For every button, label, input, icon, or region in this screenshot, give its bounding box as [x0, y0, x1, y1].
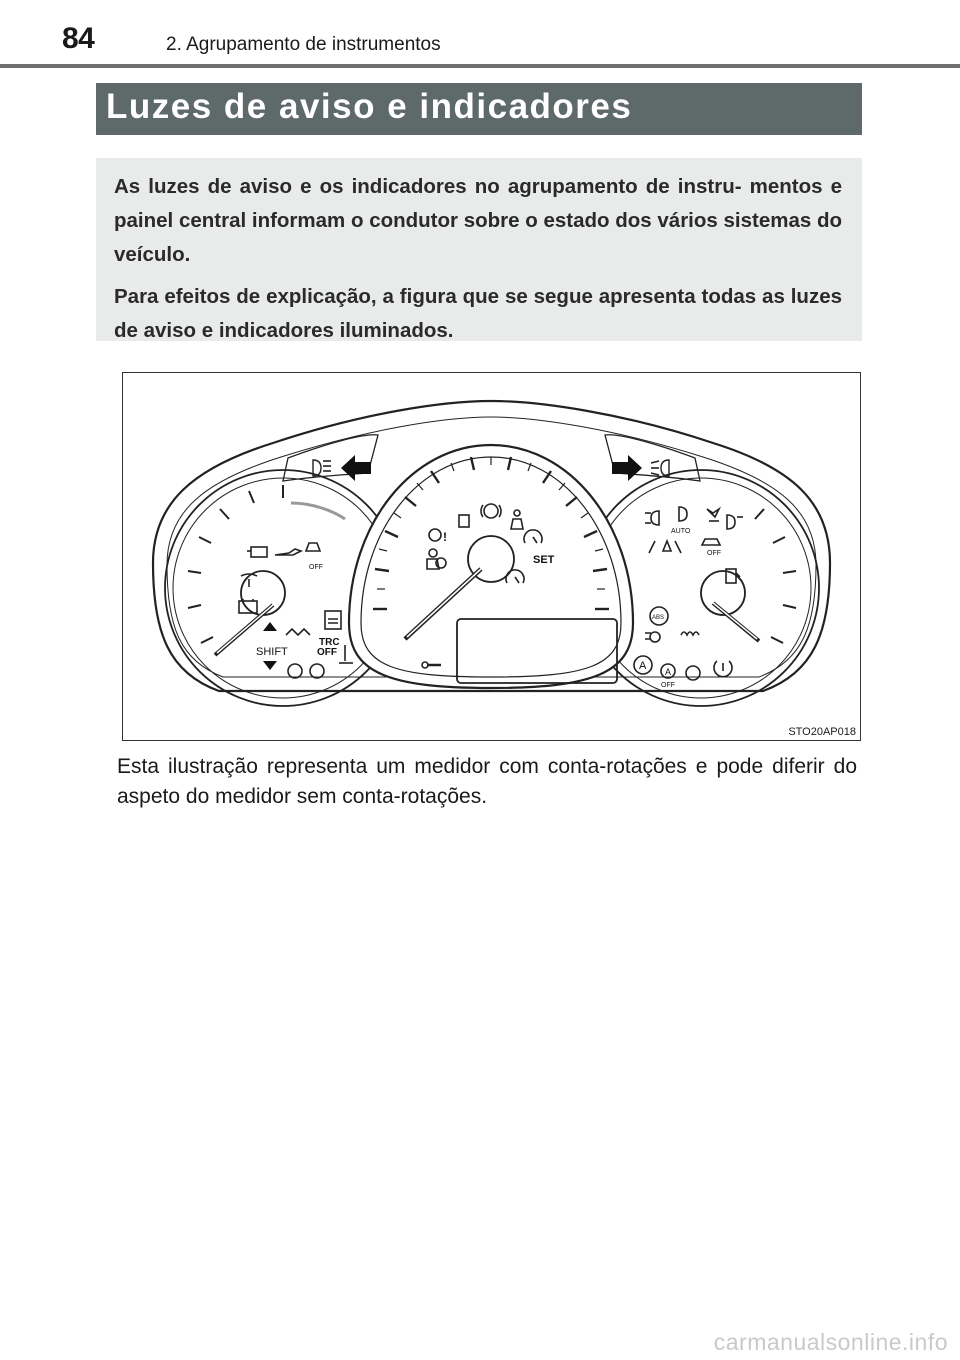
brake-hold-icon: [645, 632, 660, 642]
instrument-cluster-illustration: [123, 373, 860, 740]
chapter-title: 2. Agrupamento de instrumentos: [166, 34, 441, 55]
lane-departure-icon: [649, 541, 681, 553]
svg-text:!: !: [443, 530, 447, 544]
coolant-temp-icon: [339, 645, 353, 663]
shift-label: SHIFT: [256, 646, 288, 658]
instrument-cluster-figure: [122, 372, 861, 741]
tire-pressure-icon: [714, 661, 732, 677]
svg-text:ABS: ABS: [652, 615, 665, 621]
headlight-beam-icon: [313, 460, 331, 476]
battery-icon: [239, 599, 257, 613]
auto-high-beam-icon: [671, 507, 691, 535]
svg-text:OFF: OFF: [707, 550, 721, 557]
fog-light-icon: [651, 460, 669, 476]
glow-plug-icon: [681, 632, 699, 635]
shift-down-icon: [263, 661, 277, 670]
set-label: SET: [533, 554, 555, 566]
header-rule: [0, 64, 960, 68]
page-number: 84: [62, 22, 95, 55]
slip-indicator-icon: [325, 611, 341, 629]
pre-collision-off-icon: [702, 539, 721, 557]
intro-paragraph-2: Para efeitos de explicação, a figura que se segue apresenta todas as luzes de aviso e indicadores iluminados.: [114, 285, 842, 342]
trc-off-label: OFF: [317, 647, 337, 658]
oil-pressure-icon: [275, 549, 301, 555]
stability-off-icon: [306, 543, 323, 571]
section-title: Luzes de aviso e indicadores: [96, 83, 862, 135]
front-fog-icon: [645, 511, 659, 525]
rear-fog-icon: [727, 515, 743, 529]
left-turn-arrow-icon: [341, 455, 371, 481]
watermark: carmanualsonline.info: [713, 1329, 948, 1355]
intro-paragraph-1: As luzes de aviso e os indicadores no agrupamento de instru- mentos e painel central informam o condutor sobre o estado dos vários sistemas do veículo.: [114, 175, 842, 266]
auto-start-stop-off-icon: [661, 664, 675, 689]
lane-assist-icon: [707, 509, 719, 521]
svg-text:AUTO: AUTO: [671, 528, 691, 535]
svg-text:OFF: OFF: [309, 564, 323, 571]
shift-up-icon: [263, 622, 277, 631]
trc-label: TRC: [319, 637, 340, 648]
intro-box: [96, 158, 862, 341]
figure-caption: Esta ilustração representa um medidor com conta-rotações e pode diferir do aspeto do medidor sem conta-rotações.: [117, 755, 857, 808]
abs-icon: [650, 607, 668, 625]
auto-start-stop-icon: [634, 656, 652, 674]
svg-text:A: A: [639, 660, 647, 672]
svg-text:OFF: OFF: [661, 682, 675, 689]
coolant-level-icon: [286, 629, 310, 635]
svg-text:A: A: [665, 667, 672, 677]
figure-code: STO20AP018: [788, 726, 856, 738]
right-turn-arrow-icon: [612, 455, 642, 481]
check-engine-icon: [247, 547, 267, 557]
